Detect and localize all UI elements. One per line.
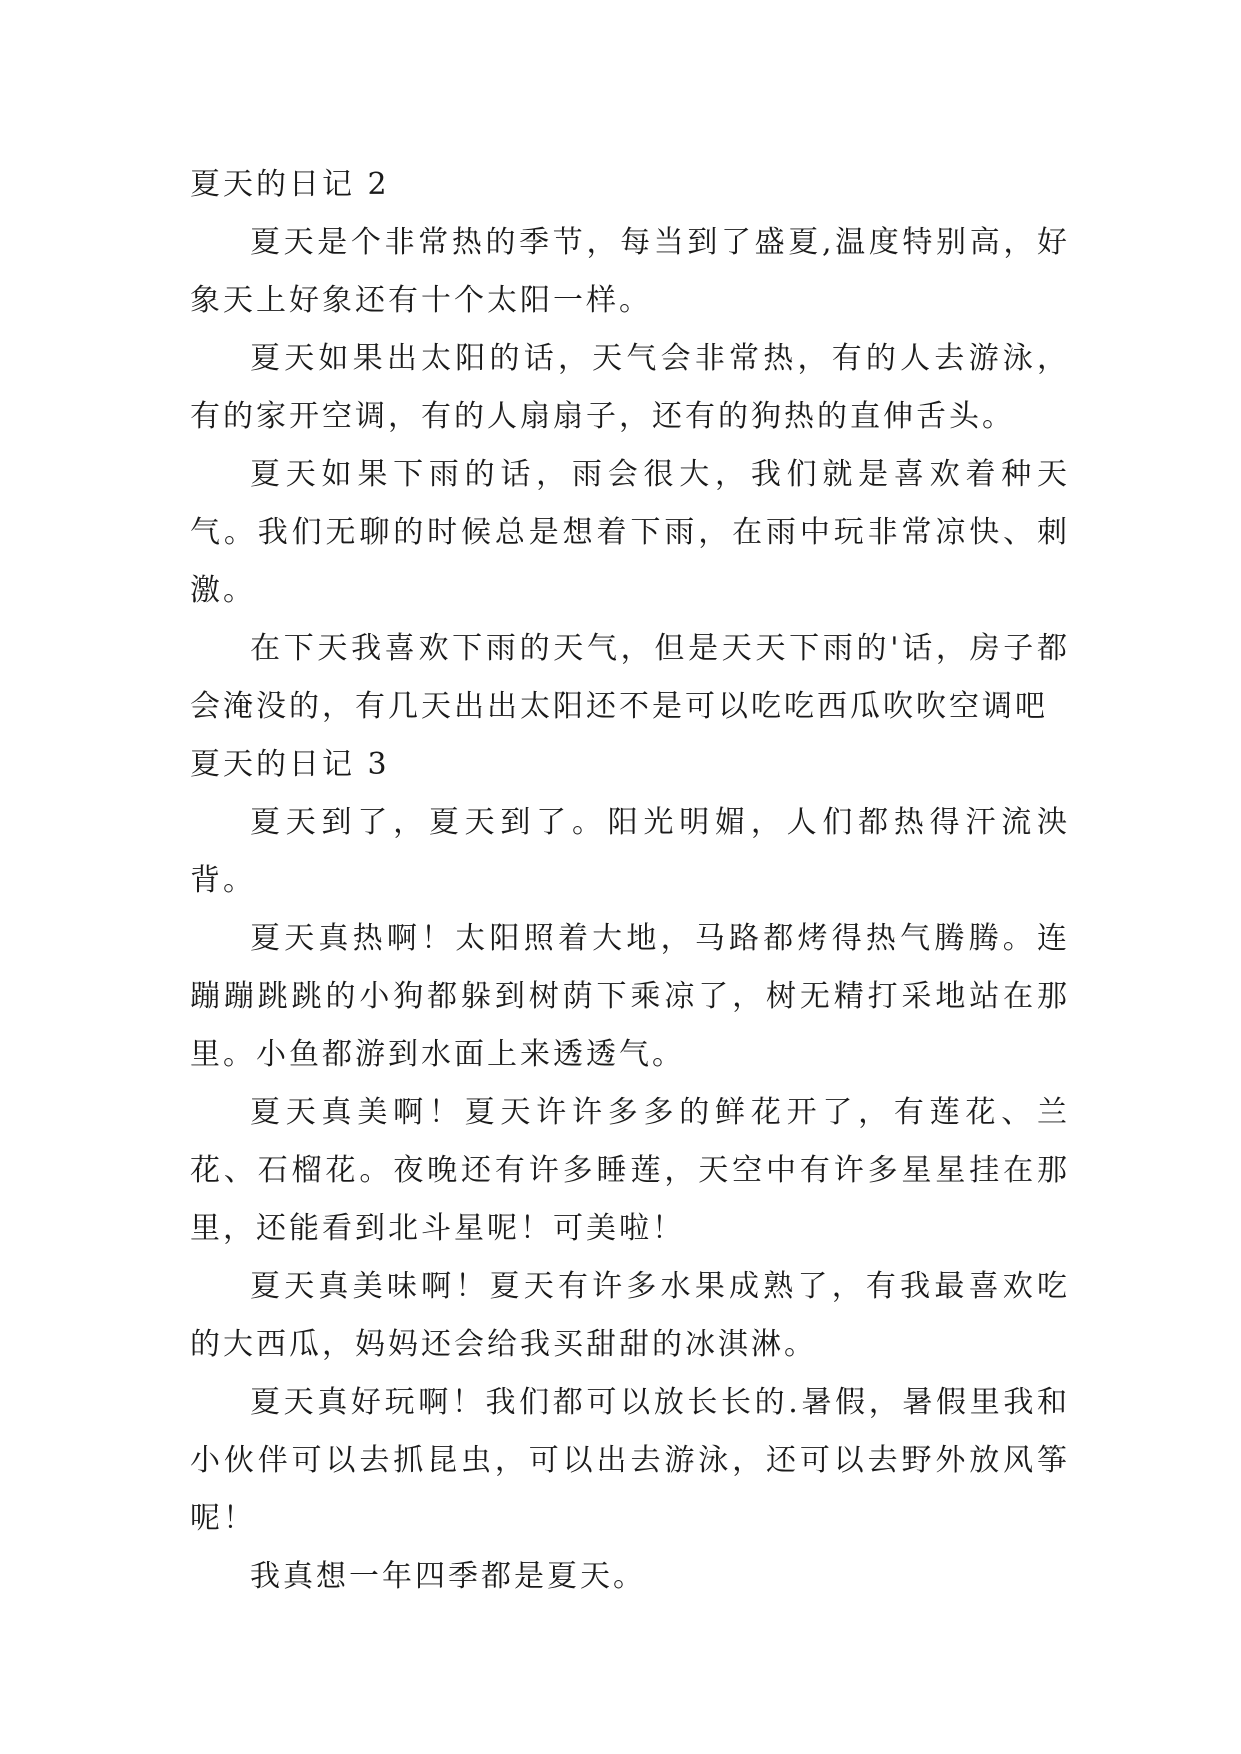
paragraph: 夏天真好玩啊！我们都可以放长长的.暑假，暑假里我和小伙伴可以去抓昆虫，可以出去游泳，还可以去野外放风筝呢！ <box>190 1385 1070 1536</box>
section-title: 夏天的日记 2 <box>190 167 390 202</box>
paragraph: 夏天真美味啊！夏天有许多水果成熟了，有我最喜欢吃的大西瓜，妈妈还会给我买甜甜的冰淇淋。 <box>190 1269 1070 1362</box>
paragraph: 夏天如果下雨的话，雨会很大，我们就是喜欢着种天气。我们无聊的时候总是想着下雨，在雨中玩非常凉快、刺激。 <box>190 457 1070 608</box>
paragraph: 夏天如果出太阳的话，天气会非常热，有的人去游泳，有的家开空调，有的人扇扇子，还有的狗热的直伸舌头。 <box>190 341 1070 434</box>
paragraph: 我真想一年四季都是夏天。 <box>250 1559 646 1594</box>
section-title: 夏天的日记 3 <box>190 747 390 782</box>
paragraph: 夏天真美啊！夏天许许多多的鲜花开了，有莲花、兰花、石榴花。夜晚还有许多睡莲，天空中有许多星星挂在那里，还能看到北斗星呢！可美啦！ <box>190 1095 1070 1246</box>
paragraph: 夏天真热啊！太阳照着大地，马路都烤得热气腾腾。连蹦蹦跳跳的小狗都躲到树荫下乘凉了，树无精打采地站在那里。小鱼都游到水面上来透透气。 <box>190 921 1070 1072</box>
paragraph: 夏天是个非常热的季节，每当到了盛夏,温度特别高，好象天上好象还有十个太阳一样。 <box>190 225 1070 318</box>
diary-section-3 <box>190 736 1070 1606</box>
paragraph: 在下天我喜欢下雨的天气，但是天天下雨的'话，房子都会淹没的，有几天出出太阳还不是可以吃吃西瓜吹吹空调吧 <box>190 631 1070 724</box>
document-body <box>190 156 1070 1606</box>
paragraph: 夏天到了，夏天到了。阳光明媚，人们都热得汗流泱背。 <box>190 805 1070 898</box>
diary-section-2 <box>190 156 1070 736</box>
